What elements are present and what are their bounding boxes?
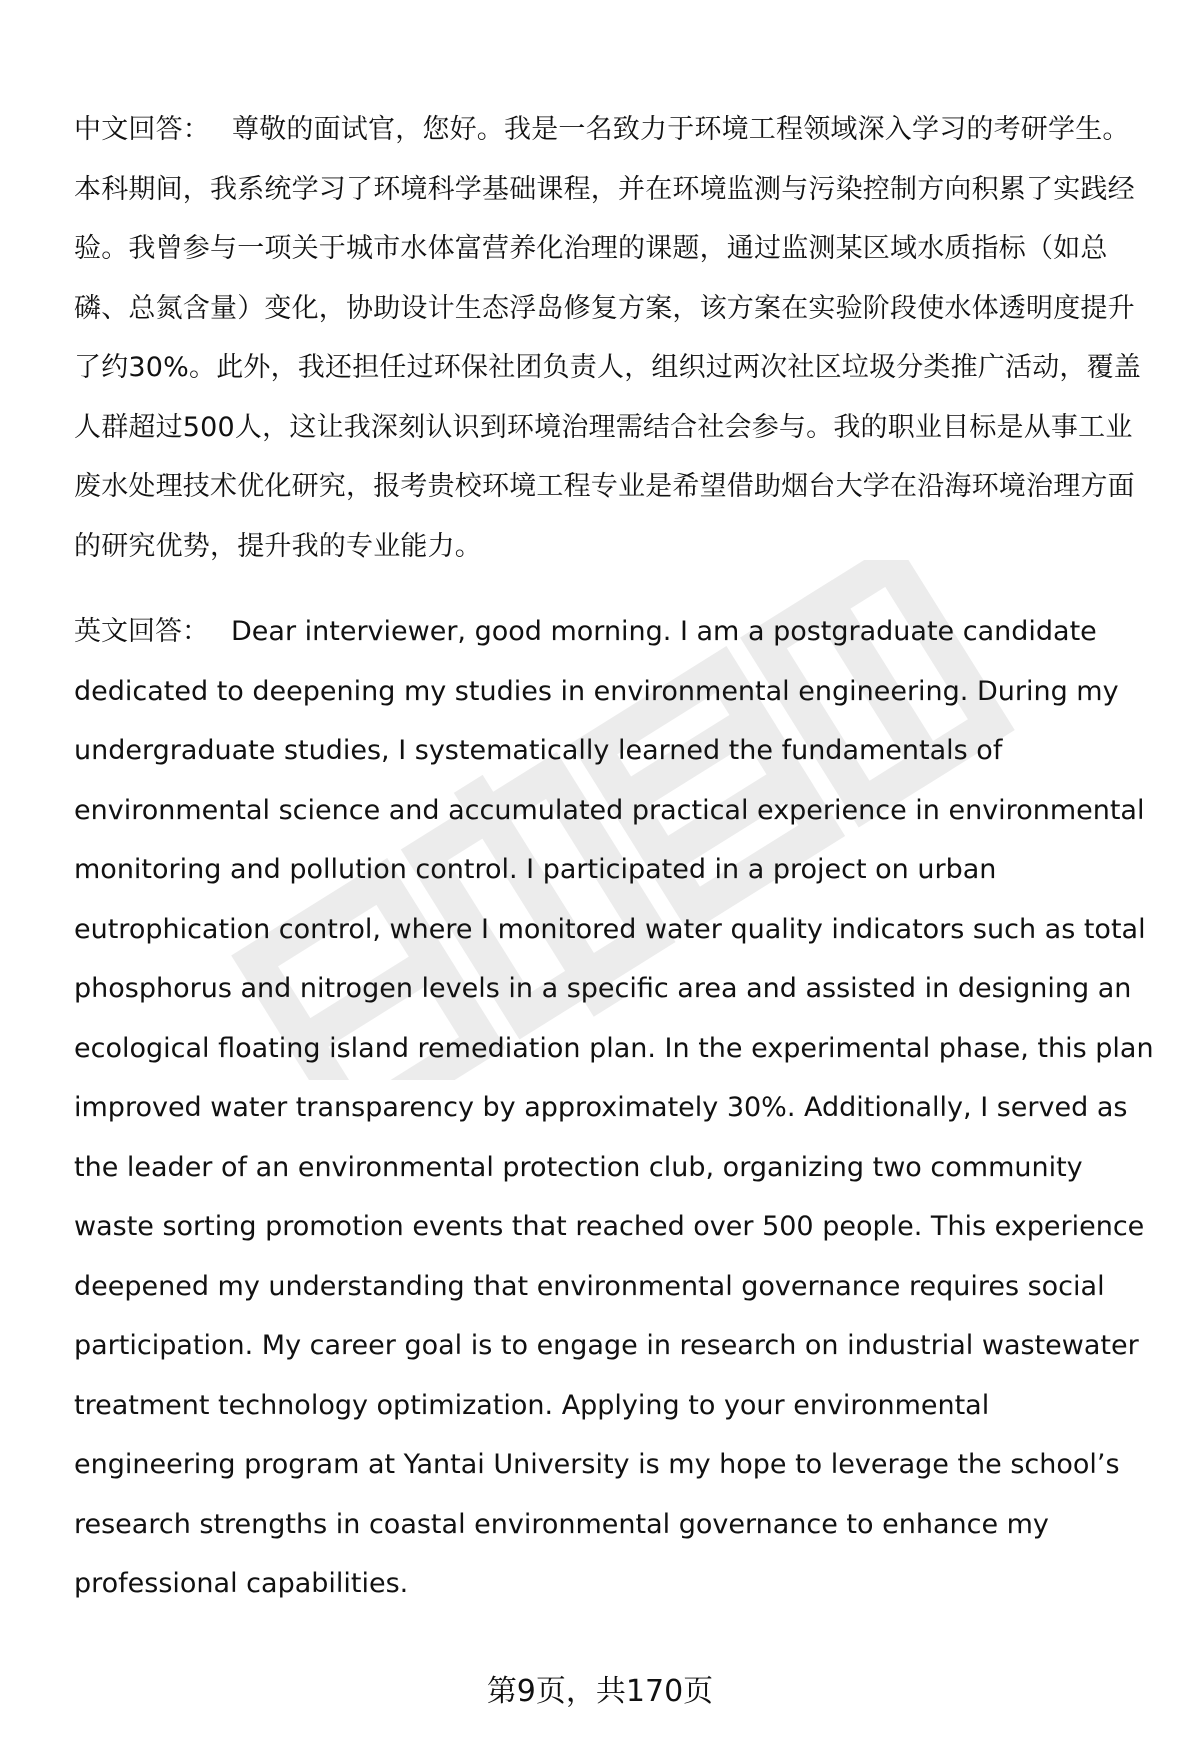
chinese-answer-paragraph — [74, 100, 1154, 576]
answer-content — [74, 100, 1154, 1614]
english-answer-paragraph — [74, 602, 1154, 1614]
english-answer-label: 英文回答： — [74, 616, 209, 647]
chinese-answer-label: 中文回答： — [74, 114, 210, 145]
chinese-answer-text: 尊敬的面试官，您好。我是一名致力于环境工程领域深入学习的考研学生。本科期间，我系统学习了环境科学基础课程，并在环境监测与污染控制方向积累了实践经验。我曾参与一项关于城市水体富营养化治理的课题，通过监测某区域水质指标（如总磷、总氮含量）变化，协助设计生态浮岛修复方案，该方案在实验阶段使水体透明度提升了约30%。此外，我还担任过环保社团负责人，组织过两次社区垃圾分类推广活动，覆盖人群超过500人，这让我深刻认识到环境治理需结合社会参与。我的职业目标是从事工业废水处理技术优化研究，报考贵校环境工程专业是希望借助烟台大学在沿海环境治理方面的研究优势，提升我的专业能力。 — [74, 114, 1142, 562]
page-indicator: 第9页，共170页 — [486, 1674, 714, 1709]
english-answer-text: Dear interviewer, good morning. I am a postgraduate candidate dedicated to deepening my studies in environmental engineering. During my undergraduate studies, I systematically learned the fundamentals of environmental science and accumulated practical experience in environmental monitoring and pollution control. I participated in a project on urban eutrophication control, where I monitored water quality indicators such as total phosphorus and nitrogen levels in a specific area and assisted in designing an ecological floating island remediation plan. In the experimental phase, this plan improved water transparency by approximately 30%. Additionally, I served as the leader of an environmental protection club, organizing two community waste sorting promotion events that reached over 500 people. This experience deepened my understanding that environmental governance requires social participation. My career goal is to engage in research on industrial wastewater treatment technology optimization. Applying to your environmental engineering program at Yantai University is my hope to leverage the school’s research strengths in coastal environmental governance to enhance my professional capabilities. — [74, 616, 1154, 1599]
